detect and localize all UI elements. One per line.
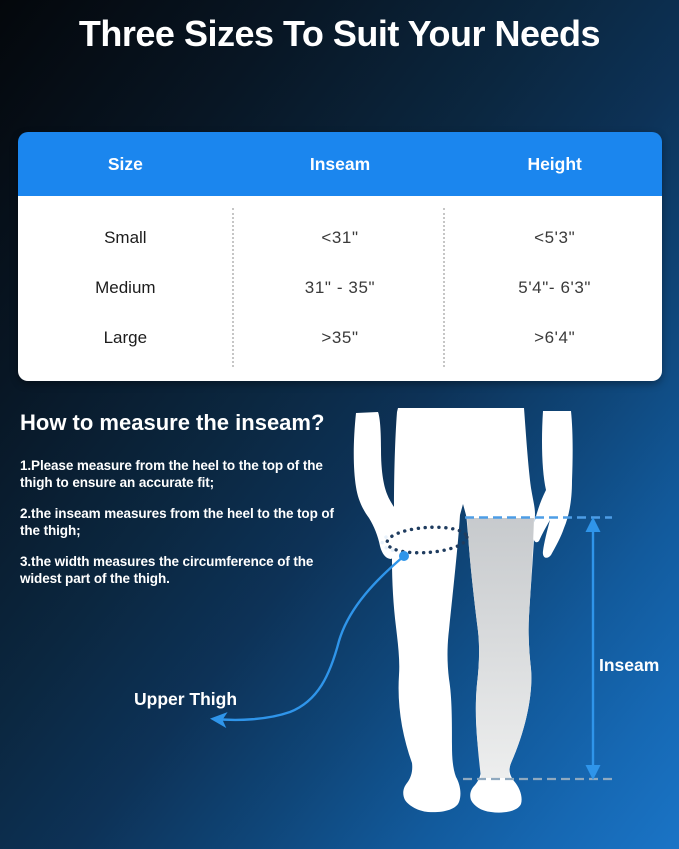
thigh-circumference-ellipse (381, 525, 467, 556)
size-table (18, 132, 662, 381)
upper-thigh-pointer-dot (399, 551, 409, 561)
column-header-inseam: Inseam (309, 153, 371, 174)
legs-silhouette (392, 408, 535, 813)
step-3: 3.the width measures the circumference of the widest part of the thigh. (20, 554, 314, 586)
size-table-header (18, 132, 662, 196)
size-cell: Small (104, 228, 147, 247)
size-table-body (18, 196, 662, 381)
height-cell: <5'3" (534, 228, 576, 247)
column-divider (232, 208, 234, 367)
column-header-size: Size (107, 153, 143, 174)
table-row-medium (18, 263, 662, 313)
right-arm-silhouette (533, 411, 573, 558)
height-cell: >6'4" (534, 328, 576, 347)
table-row-small (18, 213, 662, 263)
left-arm-silhouette (354, 412, 405, 559)
inseam-arrow (586, 517, 601, 780)
step-2: 2.the inseam measures from the heel to the top of the thigh; (20, 506, 334, 538)
instruction-steps (20, 458, 345, 602)
size-cell: Medium (95, 278, 156, 297)
step-1: 1.Please measure from the heel to the top of the thigh to ensure an accurate fit; (20, 458, 323, 490)
column-header-height: Height (527, 153, 582, 174)
table-row-large (18, 313, 662, 363)
size-cell: Large (103, 328, 148, 347)
column-divider (443, 208, 445, 367)
height-cell: 5'4"- 6'3" (518, 278, 592, 297)
page-title: Three Sizes To Suit Your Needs (78, 13, 601, 54)
inseam-cell: >35" (321, 328, 359, 347)
inseam-label: Inseam (599, 655, 660, 675)
upper-thigh-label: Upper Thigh (134, 689, 238, 709)
section-heading: How to measure the inseam? (20, 410, 325, 435)
inseam-cell: 31" - 35" (304, 278, 376, 297)
inseam-cell: <31" (321, 228, 359, 247)
inseam-sleeve-region (467, 518, 534, 778)
